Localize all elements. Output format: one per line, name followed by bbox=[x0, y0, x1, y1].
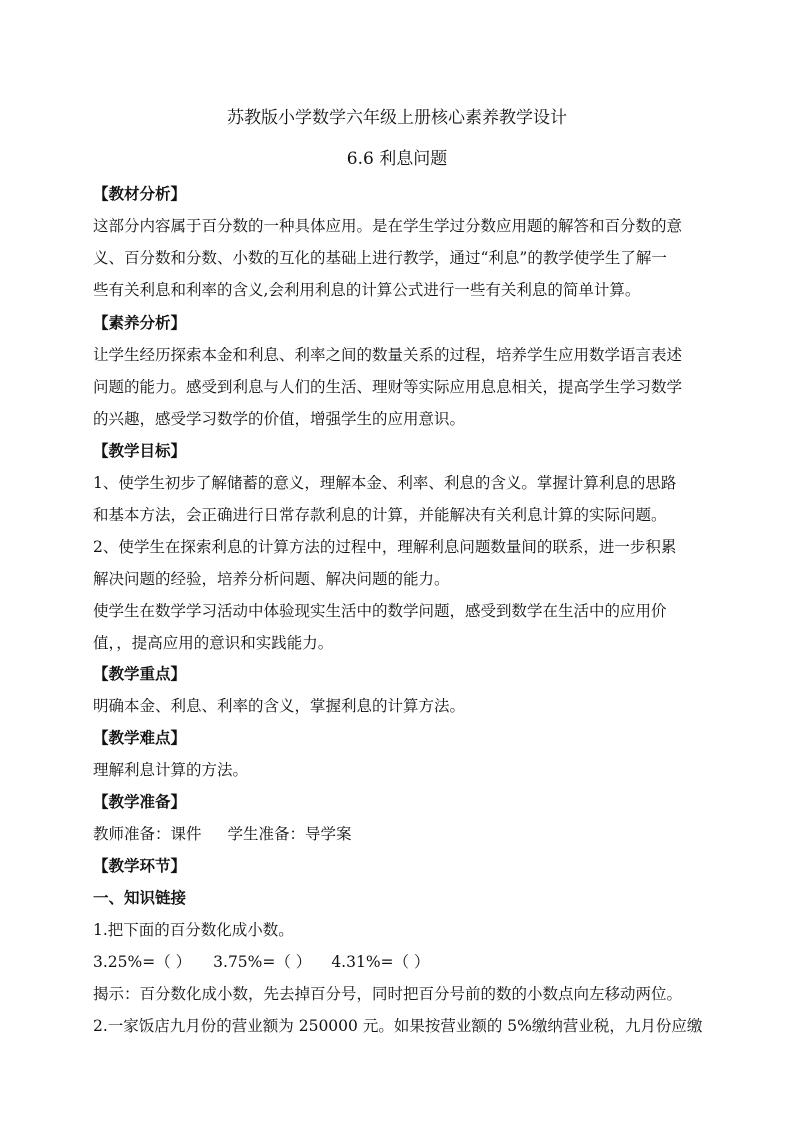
paragraph-line: 这部分内容属于百分数的一种具体应用。是在学生学过分数应用题的解答和百分数的意 bbox=[93, 217, 683, 235]
section-heading-preparation: 【教学准备】 bbox=[93, 793, 187, 811]
preparation-line bbox=[93, 823, 713, 845]
teacher-preparation: 教师准备：课件 bbox=[93, 825, 202, 843]
document-title: 苏教版小学数学六年级上册核心素养教学设计 bbox=[227, 108, 567, 128]
blank-item: 3.25%=（ ） bbox=[93, 953, 192, 971]
paragraph-line: 2、使学生在探索利息的计算方法的过程中，理解利息问题数量间的联系，进一步积累 bbox=[93, 538, 677, 556]
paragraph-line: 值，，提高应用的意识和实践能力。 bbox=[93, 634, 334, 652]
paragraph-line: 义、百分数和分数、小数的互化的基础上进行教学，通过“利息”的教学使学生了解一 bbox=[93, 249, 667, 267]
subsection-heading-knowledge-link: 一、知识链接 bbox=[93, 889, 187, 907]
section-heading-process: 【教学环节】 bbox=[93, 857, 187, 875]
question-2: 2.一家饭店九月份的营业额为 250000 元。如果按营业额的 5%缴纳营业税，九月份应缴 bbox=[93, 1017, 703, 1035]
question-1: 1.把下面的百分数化成小数。 bbox=[93, 921, 294, 939]
paragraph-line: 明确本金、利息、利率的含义，掌握利息的计算方法。 bbox=[93, 697, 466, 715]
blank-item: 3.75%=（ ） bbox=[213, 953, 312, 971]
paragraph-line: 和基本方法，会正确进行日常存款利息的计算，并能解决有关利息计算的实际问题。 bbox=[93, 506, 667, 524]
student-preparation: 学生准备：导学案 bbox=[227, 825, 352, 843]
paragraph-line: 的兴趣，感受学习数学的价值，增强学生的应用意识。 bbox=[93, 410, 466, 428]
paragraph-line: 1、使学生初步了解储蓄的意义，理解本金、利率、利息的含义。掌握计算利息的思路 bbox=[93, 474, 677, 492]
paragraph-line: 理解利息计算的方法。 bbox=[93, 761, 249, 779]
paragraph-line: 问题的能力。感受到利息与人们的生活、理财等实际应用息息相关，提高学生学习数学 bbox=[93, 378, 683, 396]
paragraph-line: 让学生经历探索本金和利息、利率之间的数量关系的过程，培养学生应用数学语言表述 bbox=[93, 346, 683, 364]
paragraph-line: 些有关利息和利率的含义,会利用利息的计算公式进行一些有关利息的简单计算。 bbox=[93, 281, 641, 299]
question-1-items bbox=[93, 951, 713, 973]
section-heading-teaching-goals: 【教学目标】 bbox=[93, 442, 187, 460]
section-heading-key-points: 【教学重点】 bbox=[93, 665, 187, 683]
lesson-title: 6.6 利息问题 bbox=[346, 149, 448, 169]
section-heading-literacy-analysis: 【素养分析】 bbox=[93, 314, 187, 332]
paragraph-line: 使学生在数学学习活动中体验现实生活中的数学问题，感受到数学在生活中的应用价 bbox=[93, 602, 667, 620]
section-heading-difficulties: 【教学难点】 bbox=[93, 729, 187, 747]
paragraph-line: 解决问题的经验，培养分析问题、解决问题的能力。 bbox=[93, 570, 450, 588]
hint-line: 揭示：百分数化成小数，先去掉百分号，同时把百分号前的数的小数点向左移动两位。 bbox=[93, 985, 683, 1003]
blank-item: 4.31%=（ ） bbox=[331, 953, 430, 971]
section-heading-textbook-analysis: 【教材分析】 bbox=[93, 185, 187, 203]
